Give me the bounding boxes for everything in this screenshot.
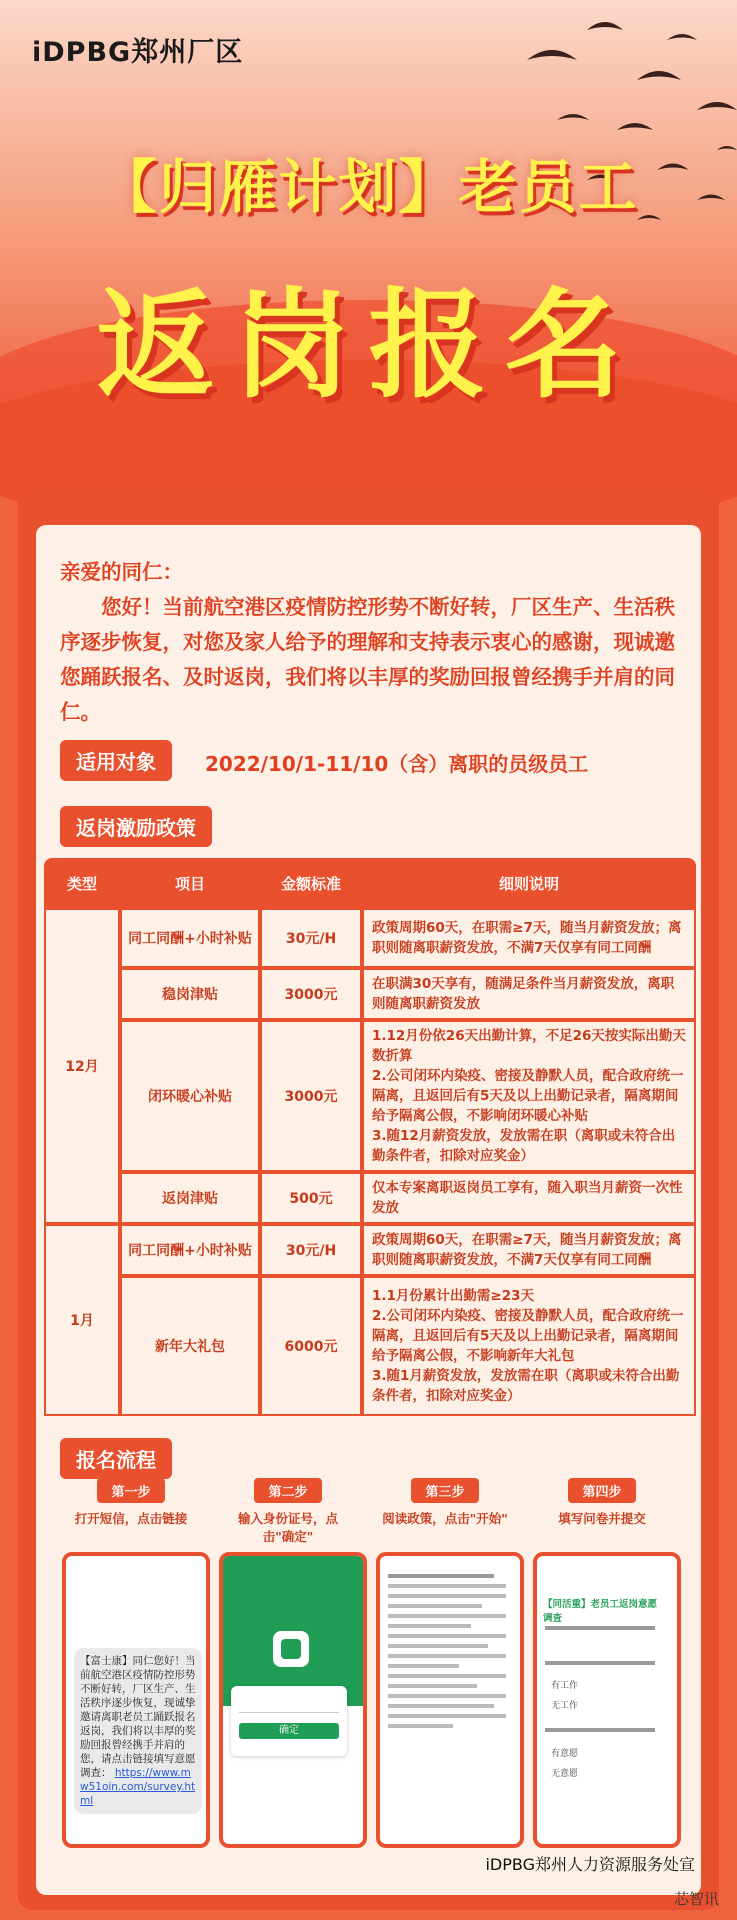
policy-badge: 返岗激励政策 <box>60 806 212 847</box>
step-2 <box>223 1478 353 1545</box>
step-2-label: 第二步 <box>254 1478 321 1503</box>
column-header: 项目 <box>174 874 205 893</box>
item-cell: 返岗津贴 <box>120 1172 260 1224</box>
survey-question <box>545 1626 655 1630</box>
page-title-line1: 【归雁计划】老员工 <box>98 153 639 221</box>
step-3 <box>380 1478 510 1527</box>
column-header: 类型 <box>66 874 97 893</box>
invitation-letter <box>60 555 680 730</box>
id-number-input[interactable] <box>239 1696 339 1713</box>
phone-sms-screen <box>62 1552 210 1848</box>
table-row <box>44 1224 696 1276</box>
table-row <box>44 908 696 968</box>
survey-question <box>545 1661 655 1665</box>
column-header: 金额标准 <box>280 874 341 893</box>
survey-option[interactable]: 无意愿 <box>551 1769 579 1779</box>
detail-cell: 政策周期60天，在职需≥7天，随当月薪资发放；离职则随离职薪资发放，不满7天仅享有同工同酬 <box>362 908 696 968</box>
step-4-label: 第四步 <box>568 1478 635 1503</box>
item-cell: 稳岗津贴 <box>120 968 260 1020</box>
page-title-line2: 返岗报名 <box>96 276 641 414</box>
watermark: 芯智讯 <box>673 1890 719 1908</box>
amount-cell: 3000元 <box>260 1020 362 1172</box>
table-row <box>44 968 696 1020</box>
confirm-button[interactable]: 确定 <box>239 1723 339 1739</box>
step-1-desc: 打开短信，点击链接 <box>74 1511 188 1526</box>
type-cell-dec: 12月 <box>44 908 120 1224</box>
detail-cell: 1.1月份累计出勤需≥23天 2.公司闭环内染疫、密接及静默人员，配合政府统一隔离，且返回后有5天及以上出勤记录者，隔离期间给予隔离公假，不影响新年大礼包 3.随1月薪资发放，发放需在职（离职或未符合出勤条件者，扣除对应奖金） <box>362 1276 696 1416</box>
id-form <box>231 1686 347 1756</box>
policy-text-lines <box>388 1568 506 1734</box>
app-logo-icon <box>273 1631 309 1667</box>
brand-label: iDPBG郑州厂区 <box>32 37 244 68</box>
step-1-label: 第一步 <box>97 1478 164 1503</box>
detail-cell: 在职满30天享有，随满足条件当月薪资发放，离职则随离职薪资发放 <box>362 968 696 1020</box>
sms-bubble <box>74 1648 202 1814</box>
step-4 <box>537 1478 667 1527</box>
amount-cell: 3000元 <box>260 968 362 1020</box>
step-2-desc: 输入身份证号，点击"确定" <box>237 1511 338 1544</box>
survey-option[interactable]: 有工作 <box>551 1681 579 1691</box>
scope-badge: 适用对象 <box>60 740 172 781</box>
amount-cell: 30元/H <box>260 908 362 968</box>
type-cell-jan: 1月 <box>44 1224 120 1416</box>
item-cell: 新年大礼包 <box>120 1276 260 1416</box>
phone-id-screen <box>219 1552 367 1848</box>
step-1 <box>66 1478 196 1527</box>
detail-cell: 仅本专案离职返岗员工享有，随入职当月薪资一次性发放 <box>362 1172 696 1224</box>
item-cell: 闭环暖心补贴 <box>120 1020 260 1172</box>
amount-cell: 6000元 <box>260 1276 362 1416</box>
step-4-desc: 填写问卷并提交 <box>558 1511 646 1526</box>
step-3-desc: 阅读政策，点击"开始" <box>382 1511 508 1526</box>
sms-text: 同仁您好！当前航空港区疫情防控形势不断好转，厂区生产、生活秩序逐步恢复，现诚挚邀请离职老员工踊跃报名返岗，我们将以丰厚的奖励回报曾经携手并肩的您，请点击链接填写意愿调查： <box>80 1655 196 1779</box>
detail-cell: 政策周期60天，在职需≥7天，随当月薪资发放；离职则随离职薪资发放，不满7天仅享有同工同酬 <box>362 1224 696 1276</box>
table-row <box>44 1276 696 1416</box>
item-cell: 同工同酬+小时补贴 <box>120 1224 260 1276</box>
table-row <box>44 1172 696 1224</box>
item-cell: 同工同酬+小时补贴 <box>120 908 260 968</box>
scope-value: 2022/10/1-11/10（含）离职的员级员工 <box>205 752 589 776</box>
sms-link[interactable]: https://www.mw51oin.com/survey.html <box>80 1767 196 1807</box>
sms-sender: 【富士康】 <box>80 1655 133 1667</box>
step-3-label: 第三步 <box>411 1478 478 1503</box>
survey-option[interactable]: 无工作 <box>551 1701 579 1711</box>
phone-policy-screen <box>376 1552 524 1848</box>
amount-cell: 500元 <box>260 1172 362 1224</box>
greeting: 亲爱的同仁： <box>60 560 183 584</box>
survey-question <box>545 1728 655 1732</box>
column-header: 细则说明 <box>498 874 559 893</box>
survey-option[interactable]: 有意愿 <box>551 1749 579 1759</box>
policy-table <box>44 858 696 1416</box>
letter-body: 您好！当前航空港区疫情防控形势不断好转，厂区生产、生活秩序逐步恢复，对您及家人给予的理解和支持表示衷心的感谢，现诚邀您踊跃报名、及时返岗，我们将以丰厚的奖励回报曾经携手并肩的同仁。 <box>60 595 675 724</box>
process-badge: 报名流程 <box>60 1438 172 1479</box>
phone-survey-screen <box>533 1552 681 1848</box>
hero-banner <box>0 0 737 470</box>
footer-credit: iDPBG郑州人力资源服务处宣 <box>485 1855 695 1874</box>
table-header-row <box>44 858 696 908</box>
survey-title: 【同活重】老员工返岗意愿调查 <box>543 1599 658 1624</box>
amount-cell: 30元/H <box>260 1224 362 1276</box>
table-row <box>44 1020 696 1172</box>
detail-cell: 1.12月份依26天出勤计算，不足26天按实际出勤天数折算 2.公司闭环内染疫、密接及静默人员，配合政府统一隔离，且返回后有5天及以上出勤记录者，隔离期间给予隔离公假，不影响闭环暖心补贴 3.随12月薪资发放，发放需在职（离职或未符合出勤条件者，扣除对应奖金） <box>362 1020 696 1172</box>
